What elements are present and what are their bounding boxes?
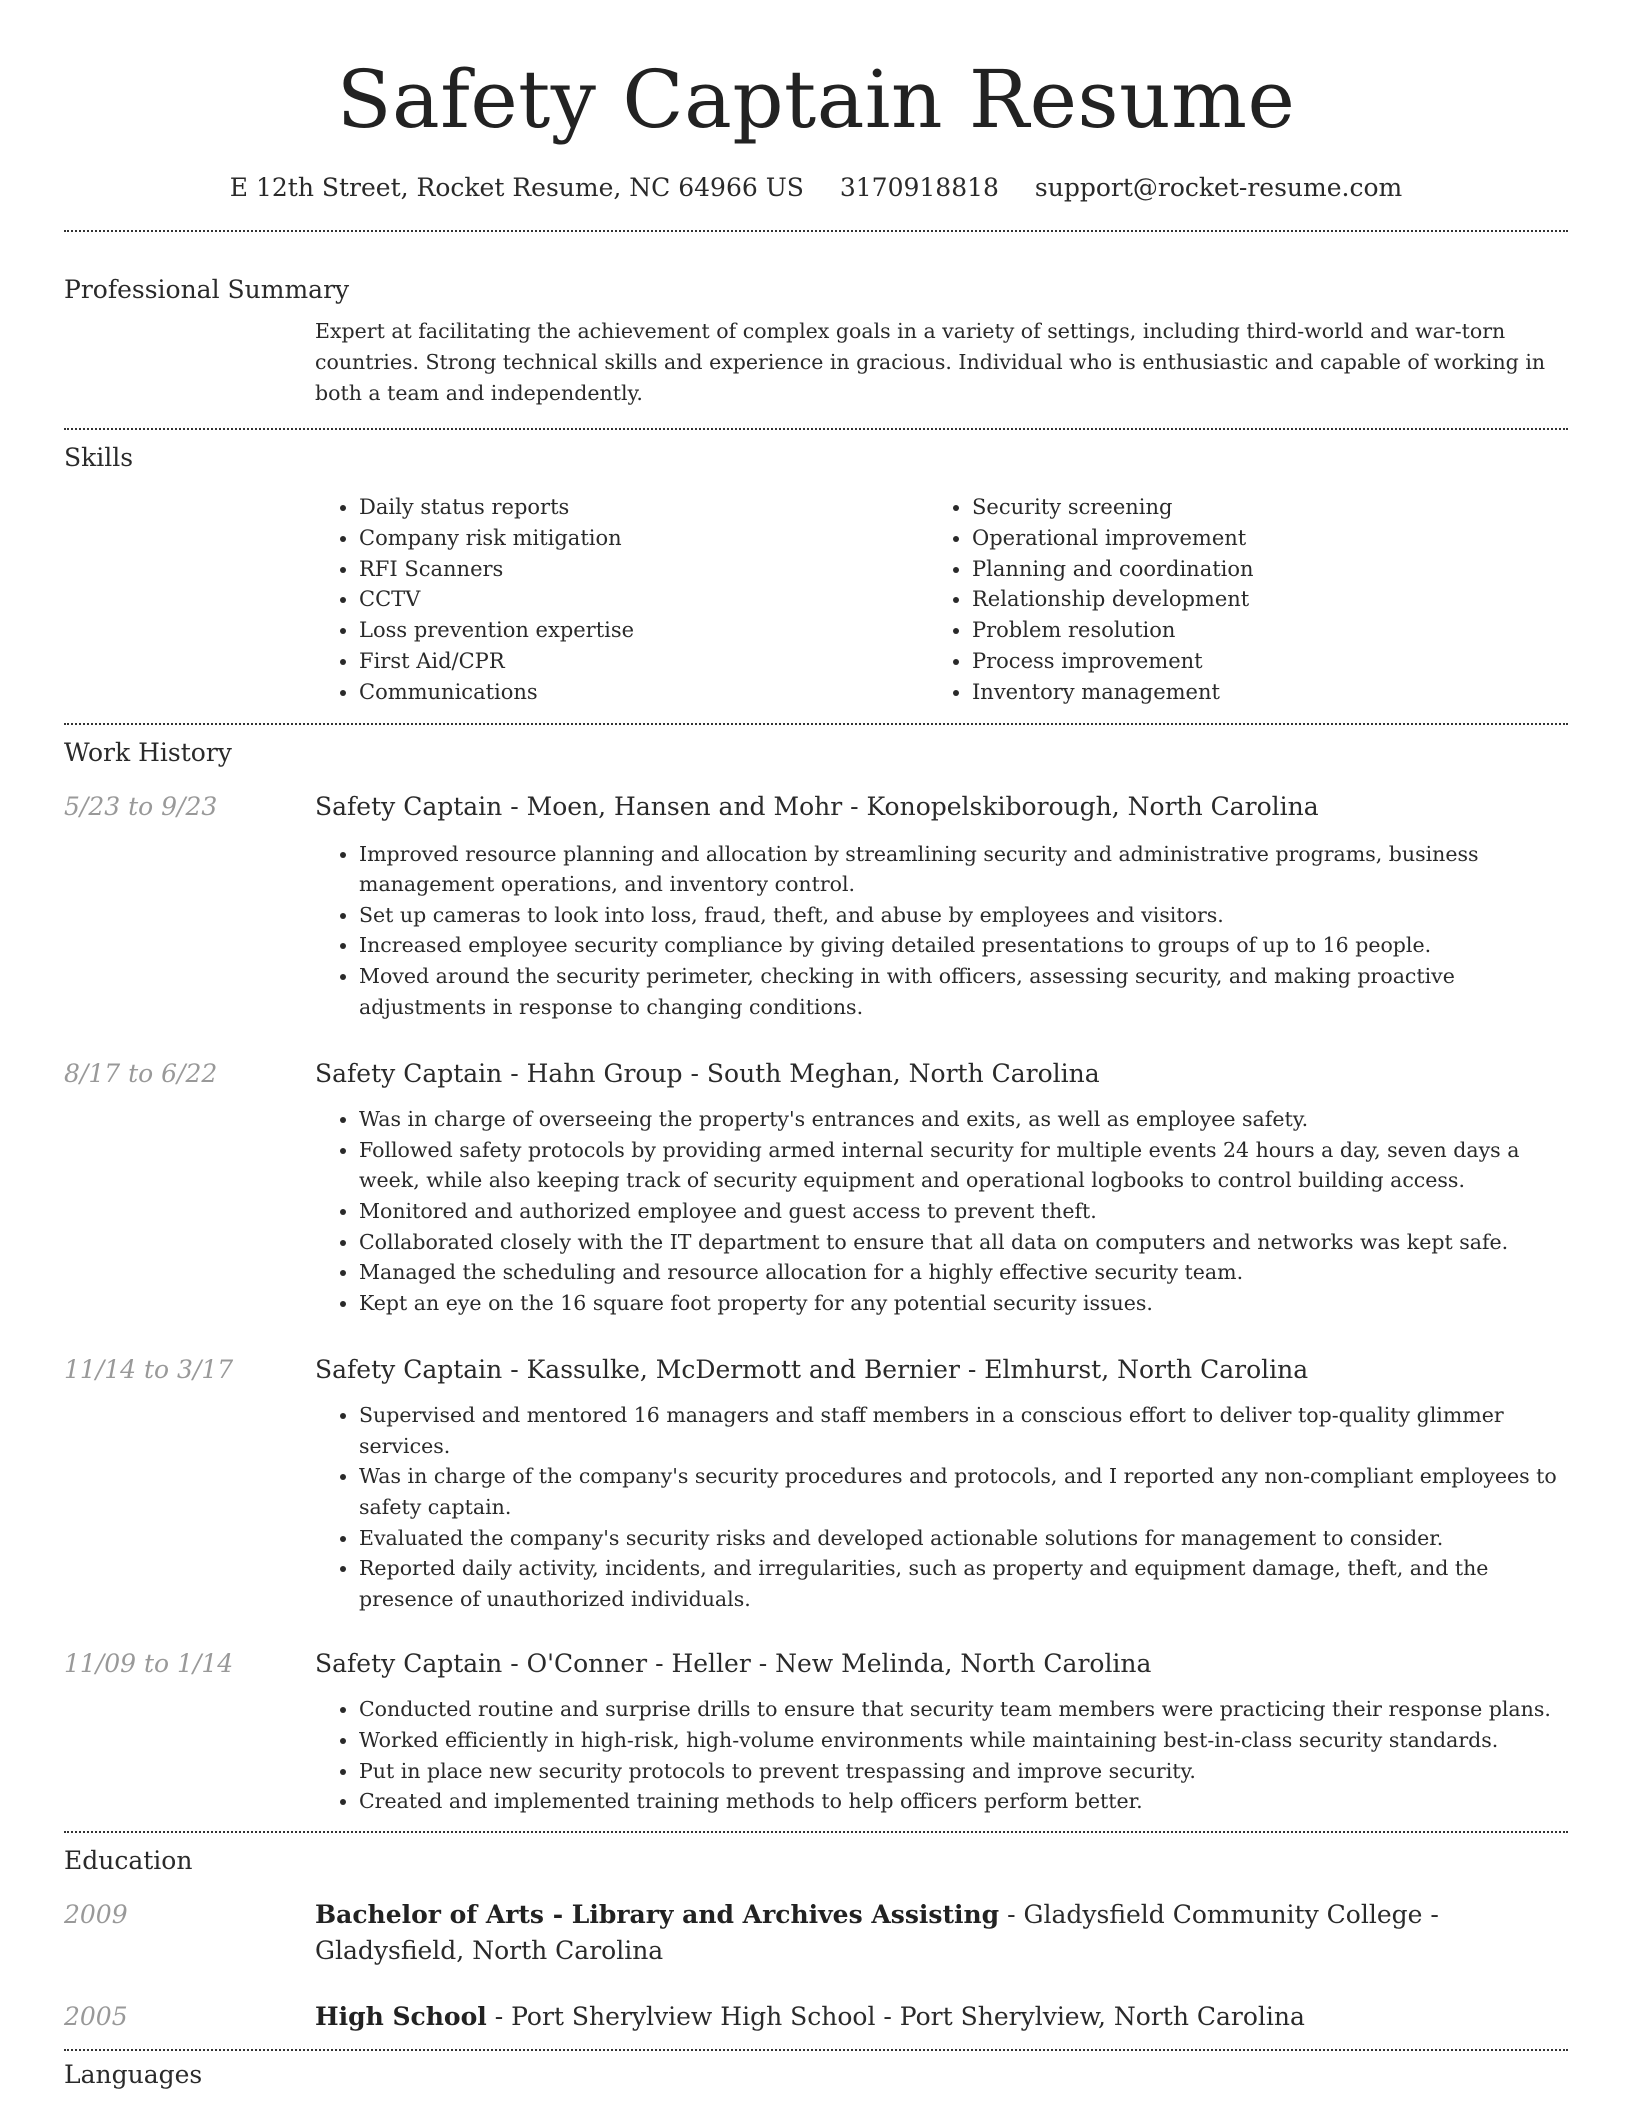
- skill-item: • Company risk mitigation: [359, 523, 929, 554]
- divider: [64, 2049, 1568, 2051]
- summary-section: [64, 274, 1568, 409]
- education-year: 2009: [64, 1899, 128, 1929]
- skill-item: • Inventory management: [972, 677, 1542, 708]
- skill-item: • Security screening: [972, 492, 1542, 523]
- education-entry: [64, 1999, 1568, 2035]
- job-heading: Safety Captain - Kassulke, McDermott and Bernier - Elmhurst, North Carolina: [315, 1355, 1309, 1385]
- job-entry: [64, 791, 1568, 1023]
- job-dates: 11/14 to 3/17: [64, 1355, 234, 1385]
- education-degree: High School: [315, 2001, 487, 2031]
- job-bullet: • Was in charge of overseeing the property's entrances and exits, as well as employee safety.: [359, 1104, 1568, 1135]
- education-heading: [315, 1897, 1568, 1969]
- languages-section: [64, 2059, 1568, 2091]
- work-section: [64, 737, 1568, 1817]
- skill-item: • Daily status reports: [359, 492, 929, 523]
- contact-email: support@rocket-resume.com: [1034, 173, 1403, 202]
- job-bullet: • Created and implemented training methods to help officers perform better.: [359, 1786, 1568, 1817]
- job-bullet: • Moved around the security perimeter, checking in with officers, assessing security, and making proactive adjustments in response to changing conditions.: [359, 961, 1568, 1022]
- job-entry: [64, 1648, 1568, 1816]
- contact-line: [64, 172, 1568, 204]
- languages-title: Languages: [64, 2059, 203, 2089]
- job-bullet: • Followed safety protocols by providing armed internal security for multiple events 24 hours a day, seven days a week, while also keeping track of security equipment and operational logbooks to control building access.: [359, 1135, 1568, 1196]
- skills-columns: [315, 492, 1568, 708]
- job-bullet: • Was in charge of the company's security procedures and protocols, and I reported any non-compliant employees to safety captain.: [359, 1461, 1568, 1522]
- contact-phone: 3170918818: [839, 173, 999, 202]
- divider: [64, 723, 1568, 725]
- job-bullet: • Put in place new security protocols to prevent trespassing and improve security.: [359, 1756, 1568, 1787]
- divider: [64, 428, 1568, 430]
- skill-item: • Process improvement: [972, 646, 1542, 677]
- skill-item: • Communications: [359, 677, 929, 708]
- job-heading: Safety Captain - O'Conner - Heller - New Melinda, North Carolina: [315, 1649, 1152, 1679]
- contact-address: E 12th Street, Rocket Resume, NC 64966 US: [229, 173, 804, 202]
- job-dates: 5/23 to 9/23: [64, 791, 218, 821]
- job-bullets: [315, 1400, 1568, 1614]
- job-heading: Safety Captain - Hahn Group - South Meghan, North Carolina: [315, 1059, 1100, 1089]
- job-heading: Safety Captain - Moen, Hansen and Mohr - Konopelskiborough, North Carolina: [315, 791, 1319, 821]
- skills-title: Skills: [64, 443, 134, 472]
- job-bullet: • Managed the scheduling and resource allocation for a highly effective security team.: [359, 1257, 1568, 1288]
- job-bullet: • Collaborated closely with the IT department to ensure that all data on computers and networks was kept safe.: [359, 1227, 1568, 1258]
- education-year: 2005: [64, 2001, 128, 2031]
- education-school: - Port Sherylview High School - Port Sherylview, North Carolina: [486, 2001, 1305, 2031]
- skill-item: • Planning and coordination: [972, 554, 1542, 585]
- job-bullet: • Set up cameras to look into loss, fraud, theft, and abuse by employees and visitors.: [359, 900, 1568, 931]
- job-bullet: • Increased employee security compliance by giving detailed presentations to groups of up to 16 people.: [359, 930, 1568, 961]
- job-bullets: [315, 839, 1568, 1023]
- summary-text: Expert at facilitating the achievement of complex goals in a variety of settings, including third-world and war-torn countries. Strong technical skills and experience in gracious. Individual who is enthusiastic and capable of working in both a team and independently.: [315, 319, 1546, 405]
- resume-page: [64, 0, 1568, 2091]
- skills-list-right: [929, 492, 1542, 708]
- divider: [64, 230, 1568, 232]
- education-entry: [64, 1897, 1568, 1969]
- job-bullets: [315, 1694, 1568, 1816]
- skill-item: • RFI Scanners: [359, 554, 929, 585]
- job-dates: 8/17 to 6/22: [64, 1059, 218, 1089]
- summary-title: Professional Summary: [64, 275, 350, 304]
- job-entry: [64, 1058, 1568, 1318]
- education-section: [64, 1845, 1568, 2035]
- job-bullet: • Kept an eye on the 16 square foot property for any potential security issues.: [359, 1288, 1568, 1319]
- skills-list-left: [315, 492, 929, 708]
- job-bullet: • Conducted routine and surprise drills to ensure that security team members were practicing their response plans.: [359, 1694, 1568, 1725]
- skill-item: • CCTV: [359, 584, 929, 615]
- skill-item: • Operational improvement: [972, 523, 1542, 554]
- resume-title: Safety Captain Resume: [336, 53, 1296, 146]
- job-bullet: • Improved resource planning and allocation by streamlining security and administrative programs, business management operations, and inventory control.: [359, 839, 1568, 900]
- job-dates: 11/09 to 1/14: [64, 1649, 234, 1679]
- job-bullet: • Supervised and mentored 16 managers and staff members in a conscious effort to deliver top-quality glimmer services.: [359, 1400, 1568, 1461]
- education-degree: Bachelor of Arts - Library and Archives Assisting: [315, 1899, 1000, 1929]
- skills-section: [64, 442, 1568, 708]
- job-bullet: • Evaluated the company's security risks and developed actionable solutions for management to consider.: [359, 1523, 1568, 1554]
- skill-item: • Problem resolution: [972, 615, 1542, 646]
- skill-item: • Loss prevention expertise: [359, 615, 929, 646]
- skill-item: • Relationship development: [972, 584, 1542, 615]
- education-heading: [315, 1999, 1568, 2035]
- work-title: Work History: [64, 737, 232, 767]
- education-school: - Gladysfield Community College - Gladysfield, North Carolina: [315, 1899, 1439, 1965]
- skill-item: • First Aid/CPR: [359, 646, 929, 677]
- education-title: Education: [64, 1845, 193, 1875]
- job-bullets: [315, 1104, 1568, 1318]
- divider: [64, 1831, 1568, 1833]
- job-entry: [64, 1354, 1568, 1614]
- job-bullet: • Worked efficiently in high-risk, high-volume environments while maintaining best-in-class security standards.: [359, 1725, 1568, 1756]
- job-bullet: • Monitored and authorized employee and guest access to prevent theft.: [359, 1196, 1568, 1227]
- job-bullet: • Reported daily activity, incidents, and irregularities, such as property and equipment damage, theft, and the presence of unauthorized individuals.: [359, 1553, 1568, 1614]
